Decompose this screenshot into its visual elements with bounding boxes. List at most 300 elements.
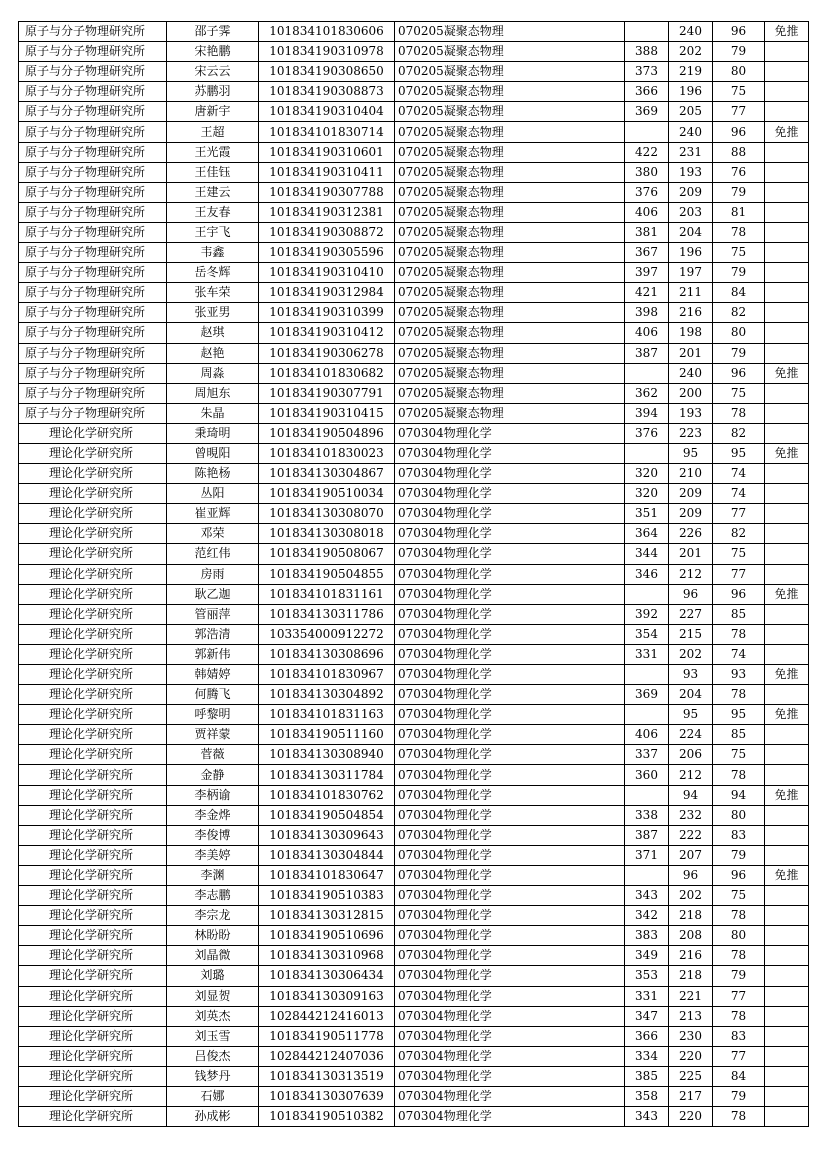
name-cell: 王超 <box>167 122 259 142</box>
score-a-cell: 397 <box>625 263 669 283</box>
table-row <box>19 1107 809 1127</box>
note-cell: 免推 <box>765 705 809 725</box>
institute-cell: 理论化学研究所 <box>19 865 167 885</box>
score-c-cell: 77 <box>713 504 765 524</box>
score-a-cell: 353 <box>625 966 669 986</box>
major-cell: 070304物理化学 <box>395 926 625 946</box>
score-b-cell: 207 <box>669 845 713 865</box>
institute-cell: 理论化学研究所 <box>19 1086 167 1106</box>
score-c-cell: 74 <box>713 644 765 664</box>
institute-cell: 原子与分子物理研究所 <box>19 243 167 263</box>
candidate-id-cell: 101834190306278 <box>259 343 395 363</box>
institute-cell: 原子与分子物理研究所 <box>19 263 167 283</box>
major-cell: 070304物理化学 <box>395 986 625 1006</box>
score-b-cell: 219 <box>669 62 713 82</box>
name-cell: 秉琦明 <box>167 423 259 443</box>
table-row <box>19 544 809 564</box>
score-a-cell: 385 <box>625 1066 669 1086</box>
major-cell: 070304物理化学 <box>395 584 625 604</box>
major-cell: 070304物理化学 <box>395 765 625 785</box>
name-cell: 管丽萍 <box>167 604 259 624</box>
table-row <box>19 705 809 725</box>
table-row <box>19 343 809 363</box>
score-b-cell: 212 <box>669 765 713 785</box>
score-c-cell: 76 <box>713 162 765 182</box>
candidate-id-cell: 101834190511160 <box>259 725 395 745</box>
institute-cell: 理论化学研究所 <box>19 524 167 544</box>
note-cell <box>765 423 809 443</box>
candidate-id-cell: 101834101830714 <box>259 122 395 142</box>
score-b-cell: 210 <box>669 464 713 484</box>
score-a-cell: 392 <box>625 604 669 624</box>
institute-cell: 原子与分子物理研究所 <box>19 162 167 182</box>
score-a-cell: 406 <box>625 725 669 745</box>
candidate-id-cell: 101834190308873 <box>259 82 395 102</box>
table-row <box>19 142 809 162</box>
score-c-cell: 78 <box>713 222 765 242</box>
name-cell: 范红伟 <box>167 544 259 564</box>
major-cell: 070304物理化学 <box>395 886 625 906</box>
score-c-cell: 80 <box>713 323 765 343</box>
score-b-cell: 201 <box>669 544 713 564</box>
note-cell <box>765 966 809 986</box>
name-cell: 王光霞 <box>167 142 259 162</box>
score-a-cell <box>625 363 669 383</box>
name-cell: 丛阳 <box>167 484 259 504</box>
note-cell: 免推 <box>765 785 809 805</box>
note-cell: 免推 <box>765 443 809 463</box>
name-cell: 刘璐 <box>167 966 259 986</box>
score-a-cell: 394 <box>625 403 669 423</box>
score-c-cell: 75 <box>713 886 765 906</box>
score-b-cell: 212 <box>669 564 713 584</box>
table-row <box>19 42 809 62</box>
institute-cell: 原子与分子物理研究所 <box>19 102 167 122</box>
institute-cell: 理论化学研究所 <box>19 765 167 785</box>
note-cell <box>765 182 809 202</box>
table-row <box>19 946 809 966</box>
candidate-id-cell: 101834130304867 <box>259 464 395 484</box>
score-b-cell: 209 <box>669 504 713 524</box>
score-a-cell: 421 <box>625 283 669 303</box>
table-row <box>19 1086 809 1106</box>
score-c-cell: 81 <box>713 202 765 222</box>
score-c-cell: 88 <box>713 142 765 162</box>
score-c-cell: 96 <box>713 363 765 383</box>
major-cell: 070304物理化学 <box>395 865 625 885</box>
candidate-id-cell: 101834130309163 <box>259 986 395 1006</box>
note-cell <box>765 62 809 82</box>
name-cell: 贾祥蒙 <box>167 725 259 745</box>
major-cell: 070205凝聚态物理 <box>395 363 625 383</box>
institute-cell: 理论化学研究所 <box>19 745 167 765</box>
score-a-cell: 376 <box>625 182 669 202</box>
major-cell: 070304物理化学 <box>395 1026 625 1046</box>
institute-cell: 理论化学研究所 <box>19 685 167 705</box>
note-cell <box>765 323 809 343</box>
score-b-cell: 221 <box>669 986 713 1006</box>
score-a-cell: 367 <box>625 243 669 263</box>
score-a-cell: 406 <box>625 202 669 222</box>
candidate-id-cell: 101834190310412 <box>259 323 395 343</box>
score-b-cell: 222 <box>669 825 713 845</box>
major-cell: 070304物理化学 <box>395 845 625 865</box>
name-cell: 孙成彬 <box>167 1107 259 1127</box>
major-cell: 070304物理化学 <box>395 665 625 685</box>
institute-cell: 理论化学研究所 <box>19 584 167 604</box>
score-c-cell: 96 <box>713 22 765 42</box>
admission-score-table <box>18 21 809 1127</box>
table-row <box>19 403 809 423</box>
score-a-cell: 342 <box>625 906 669 926</box>
major-cell: 070205凝聚态物理 <box>395 403 625 423</box>
score-a-cell: 334 <box>625 1046 669 1066</box>
score-a-cell: 376 <box>625 423 669 443</box>
candidate-id-cell: 101834101831161 <box>259 584 395 604</box>
note-cell <box>765 1006 809 1026</box>
major-cell: 070304物理化学 <box>395 1046 625 1066</box>
note-cell <box>765 504 809 524</box>
institute-cell: 理论化学研究所 <box>19 946 167 966</box>
institute-cell: 理论化学研究所 <box>19 805 167 825</box>
score-b-cell: 202 <box>669 644 713 664</box>
score-b-cell: 93 <box>669 665 713 685</box>
institute-cell: 原子与分子物理研究所 <box>19 343 167 363</box>
table-row <box>19 222 809 242</box>
candidate-id-cell: 101834190310411 <box>259 162 395 182</box>
table-row <box>19 785 809 805</box>
score-b-cell: 202 <box>669 42 713 62</box>
candidate-id-cell: 101834101831163 <box>259 705 395 725</box>
score-b-cell: 225 <box>669 1066 713 1086</box>
score-c-cell: 85 <box>713 604 765 624</box>
score-c-cell: 75 <box>713 745 765 765</box>
score-b-cell: 198 <box>669 323 713 343</box>
institute-cell: 理论化学研究所 <box>19 665 167 685</box>
institute-cell: 理论化学研究所 <box>19 544 167 564</box>
major-cell: 070304物理化学 <box>395 1107 625 1127</box>
score-b-cell: 226 <box>669 524 713 544</box>
major-cell: 070304物理化学 <box>395 1066 625 1086</box>
institute-cell: 理论化学研究所 <box>19 443 167 463</box>
table-row <box>19 805 809 825</box>
candidate-id-cell: 101834130311786 <box>259 604 395 624</box>
note-cell <box>765 644 809 664</box>
score-b-cell: 96 <box>669 865 713 885</box>
institute-cell: 原子与分子物理研究所 <box>19 403 167 423</box>
score-a-cell: 366 <box>625 1026 669 1046</box>
major-cell: 070304物理化学 <box>395 785 625 805</box>
candidate-id-cell: 101834130311784 <box>259 765 395 785</box>
table-row <box>19 484 809 504</box>
major-cell: 070205凝聚态物理 <box>395 323 625 343</box>
name-cell: 李俊博 <box>167 825 259 845</box>
note-cell <box>765 42 809 62</box>
note-cell <box>765 1066 809 1086</box>
score-b-cell: 232 <box>669 805 713 825</box>
note-cell <box>765 886 809 906</box>
name-cell: 王建云 <box>167 182 259 202</box>
name-cell: 宋云云 <box>167 62 259 82</box>
institute-cell: 理论化学研究所 <box>19 966 167 986</box>
candidate-id-cell: 101834190310404 <box>259 102 395 122</box>
major-cell: 070205凝聚态物理 <box>395 303 625 323</box>
major-cell: 070304物理化学 <box>395 825 625 845</box>
institute-cell: 理论化学研究所 <box>19 1046 167 1066</box>
score-a-cell: 371 <box>625 845 669 865</box>
name-cell: 耿乙迦 <box>167 584 259 604</box>
score-b-cell: 203 <box>669 202 713 222</box>
score-a-cell: 344 <box>625 544 669 564</box>
score-c-cell: 95 <box>713 705 765 725</box>
candidate-id-cell: 101834101830762 <box>259 785 395 805</box>
score-b-cell: 201 <box>669 343 713 363</box>
candidate-id-cell: 101834130310968 <box>259 946 395 966</box>
score-c-cell: 74 <box>713 464 765 484</box>
table-row <box>19 644 809 664</box>
score-a-cell: 373 <box>625 62 669 82</box>
score-a-cell: 343 <box>625 886 669 906</box>
score-b-cell: 220 <box>669 1107 713 1127</box>
table-row <box>19 162 809 182</box>
name-cell: 李金烨 <box>167 805 259 825</box>
score-c-cell: 85 <box>713 725 765 745</box>
candidate-id-cell: 101834190308650 <box>259 62 395 82</box>
major-cell: 070304物理化学 <box>395 705 625 725</box>
candidate-id-cell: 101834190310601 <box>259 142 395 162</box>
institute-cell: 原子与分子物理研究所 <box>19 383 167 403</box>
table-body <box>19 22 809 1127</box>
table-row <box>19 986 809 1006</box>
major-cell: 070304物理化学 <box>395 624 625 644</box>
table-row <box>19 845 809 865</box>
table-row <box>19 363 809 383</box>
score-c-cell: 79 <box>713 966 765 986</box>
table-row <box>19 82 809 102</box>
name-cell: 韩婧婷 <box>167 665 259 685</box>
candidate-id-cell: 101834190504896 <box>259 423 395 443</box>
note-cell <box>765 765 809 785</box>
candidate-id-cell: 101834190510383 <box>259 886 395 906</box>
institute-cell: 原子与分子物理研究所 <box>19 283 167 303</box>
score-a-cell <box>625 584 669 604</box>
score-a-cell <box>625 443 669 463</box>
score-c-cell: 84 <box>713 1066 765 1086</box>
candidate-id-cell: 101834130312815 <box>259 906 395 926</box>
score-b-cell: 216 <box>669 303 713 323</box>
score-c-cell: 79 <box>713 42 765 62</box>
score-b-cell: 197 <box>669 263 713 283</box>
institute-cell: 原子与分子物理研究所 <box>19 323 167 343</box>
major-cell: 070205凝聚态物理 <box>395 22 625 42</box>
score-a-cell <box>625 785 669 805</box>
candidate-id-cell: 101834101830647 <box>259 865 395 885</box>
major-cell: 070205凝聚态物理 <box>395 62 625 82</box>
score-c-cell: 83 <box>713 1026 765 1046</box>
note-cell <box>765 383 809 403</box>
score-b-cell: 220 <box>669 1046 713 1066</box>
major-cell: 070304物理化学 <box>395 805 625 825</box>
candidate-id-cell: 101834190310978 <box>259 42 395 62</box>
note-cell: 免推 <box>765 865 809 885</box>
name-cell: 钱梦丹 <box>167 1066 259 1086</box>
note-cell <box>765 926 809 946</box>
score-a-cell: 398 <box>625 303 669 323</box>
score-c-cell: 77 <box>713 986 765 1006</box>
table-row <box>19 564 809 584</box>
table-row <box>19 1066 809 1086</box>
institute-cell: 原子与分子物理研究所 <box>19 82 167 102</box>
name-cell: 刘英杰 <box>167 1006 259 1026</box>
candidate-id-cell: 101834101830606 <box>259 22 395 42</box>
score-b-cell: 193 <box>669 403 713 423</box>
note-cell <box>765 1026 809 1046</box>
score-a-cell: 351 <box>625 504 669 524</box>
note-cell <box>765 403 809 423</box>
major-cell: 070304物理化学 <box>395 966 625 986</box>
note-cell <box>765 946 809 966</box>
score-a-cell: 354 <box>625 624 669 644</box>
table-row <box>19 926 809 946</box>
score-c-cell: 93 <box>713 665 765 685</box>
score-b-cell: 215 <box>669 624 713 644</box>
score-a-cell: 387 <box>625 343 669 363</box>
candidate-id-cell: 102844212416013 <box>259 1006 395 1026</box>
institute-cell: 原子与分子物理研究所 <box>19 202 167 222</box>
candidate-id-cell: 101834101830967 <box>259 665 395 685</box>
name-cell: 张亚男 <box>167 303 259 323</box>
score-c-cell: 79 <box>713 263 765 283</box>
score-b-cell: 204 <box>669 685 713 705</box>
major-cell: 070304物理化学 <box>395 725 625 745</box>
table-row <box>19 243 809 263</box>
score-c-cell: 80 <box>713 62 765 82</box>
note-cell <box>765 464 809 484</box>
name-cell: 房雨 <box>167 564 259 584</box>
name-cell: 朱晶 <box>167 403 259 423</box>
candidate-id-cell: 101834190504855 <box>259 564 395 584</box>
note-cell <box>765 544 809 564</box>
name-cell: 何腾飞 <box>167 685 259 705</box>
score-b-cell: 216 <box>669 946 713 966</box>
score-a-cell: 369 <box>625 102 669 122</box>
score-c-cell: 79 <box>713 343 765 363</box>
major-cell: 070205凝聚态物理 <box>395 383 625 403</box>
table-row <box>19 182 809 202</box>
score-b-cell: 205 <box>669 102 713 122</box>
institute-cell: 原子与分子物理研究所 <box>19 182 167 202</box>
score-b-cell: 206 <box>669 745 713 765</box>
institute-cell: 原子与分子物理研究所 <box>19 363 167 383</box>
institute-cell: 理论化学研究所 <box>19 423 167 443</box>
candidate-id-cell: 101834190310415 <box>259 403 395 423</box>
score-b-cell: 204 <box>669 222 713 242</box>
note-cell <box>765 243 809 263</box>
institute-cell: 原子与分子物理研究所 <box>19 222 167 242</box>
score-a-cell: 369 <box>625 685 669 705</box>
table-row <box>19 323 809 343</box>
name-cell: 邵子霁 <box>167 22 259 42</box>
table-row <box>19 665 809 685</box>
note-cell <box>765 564 809 584</box>
institute-cell: 原子与分子物理研究所 <box>19 22 167 42</box>
note-cell <box>765 986 809 1006</box>
note-cell <box>765 624 809 644</box>
score-a-cell <box>625 705 669 725</box>
score-b-cell: 240 <box>669 122 713 142</box>
name-cell: 唐新宇 <box>167 102 259 122</box>
score-a-cell: 406 <box>625 323 669 343</box>
table-row <box>19 423 809 443</box>
score-a-cell: 388 <box>625 42 669 62</box>
note-cell <box>765 102 809 122</box>
score-c-cell: 82 <box>713 524 765 544</box>
candidate-id-cell: 101834130306434 <box>259 966 395 986</box>
candidate-id-cell: 101834130304844 <box>259 845 395 865</box>
score-c-cell: 94 <box>713 785 765 805</box>
score-a-cell: 331 <box>625 644 669 664</box>
note-cell <box>765 825 809 845</box>
note-cell <box>765 1086 809 1106</box>
table-row <box>19 584 809 604</box>
major-cell: 070304物理化学 <box>395 524 625 544</box>
name-cell: 赵琪 <box>167 323 259 343</box>
candidate-id-cell: 101834190310410 <box>259 263 395 283</box>
score-c-cell: 78 <box>713 685 765 705</box>
table-row <box>19 524 809 544</box>
candidate-id-cell: 101834190510034 <box>259 484 395 504</box>
table-row <box>19 765 809 785</box>
score-a-cell: 383 <box>625 926 669 946</box>
candidate-id-cell: 101834190504854 <box>259 805 395 825</box>
candidate-id-cell: 101834190310399 <box>259 303 395 323</box>
candidate-id-cell: 103354000912272 <box>259 624 395 644</box>
major-cell: 070304物理化学 <box>395 544 625 564</box>
candidate-id-cell: 101834130308070 <box>259 504 395 524</box>
candidate-id-cell: 101834190510696 <box>259 926 395 946</box>
score-a-cell <box>625 865 669 885</box>
table-row <box>19 1046 809 1066</box>
score-c-cell: 78 <box>713 403 765 423</box>
name-cell: 曾晛阳 <box>167 443 259 463</box>
major-cell: 070205凝聚态物理 <box>395 222 625 242</box>
major-cell: 070304物理化学 <box>395 685 625 705</box>
candidate-id-cell: 101834190508067 <box>259 544 395 564</box>
institute-cell: 理论化学研究所 <box>19 564 167 584</box>
major-cell: 070304物理化学 <box>395 1006 625 1026</box>
score-c-cell: 78 <box>713 1006 765 1026</box>
score-b-cell: 218 <box>669 966 713 986</box>
candidate-id-cell: 101834101830023 <box>259 443 395 463</box>
score-c-cell: 78 <box>713 1107 765 1127</box>
note-cell <box>765 484 809 504</box>
score-b-cell: 217 <box>669 1086 713 1106</box>
major-cell: 070304物理化学 <box>395 443 625 463</box>
name-cell: 李美婷 <box>167 845 259 865</box>
institute-cell: 理论化学研究所 <box>19 986 167 1006</box>
note-cell <box>765 725 809 745</box>
score-a-cell: 320 <box>625 484 669 504</box>
score-b-cell: 209 <box>669 182 713 202</box>
major-cell: 070304物理化学 <box>395 644 625 664</box>
score-a-cell: 366 <box>625 82 669 102</box>
institute-cell: 理论化学研究所 <box>19 785 167 805</box>
candidate-id-cell: 101834190312984 <box>259 283 395 303</box>
major-cell: 070205凝聚态物理 <box>395 122 625 142</box>
score-a-cell <box>625 122 669 142</box>
score-c-cell: 80 <box>713 926 765 946</box>
name-cell: 林盼盼 <box>167 926 259 946</box>
